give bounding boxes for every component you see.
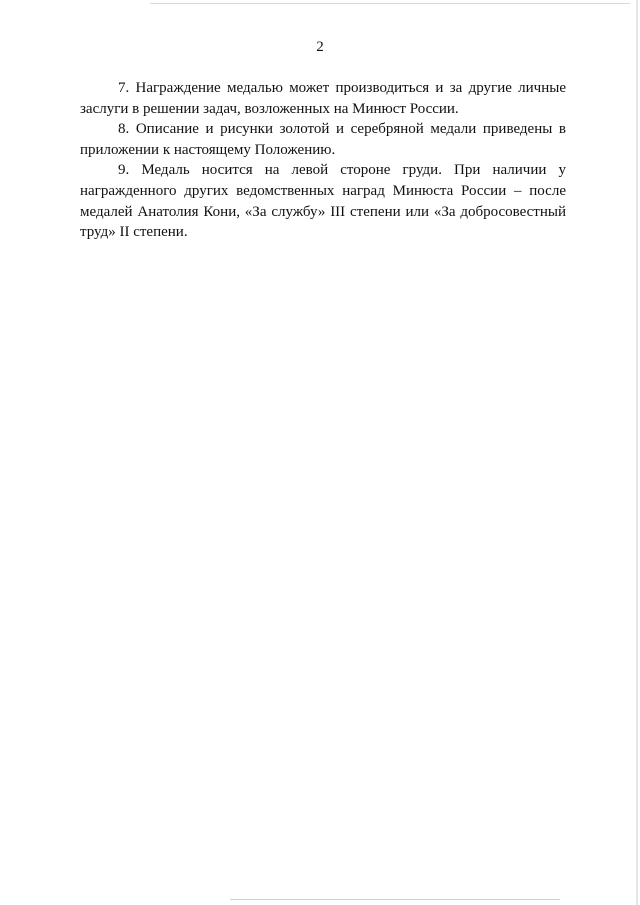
scan-edge-bottom xyxy=(230,899,560,900)
paragraph-8: 8. Описание и рисунки золотой и серебряной медали приведены в приложении к настоящему Положению. xyxy=(80,121,566,158)
scan-edge-right xyxy=(636,0,638,905)
document-body xyxy=(80,78,566,243)
page-number: 2 xyxy=(316,39,324,55)
paragraph-7: 7. Награждение медалью может производиться и за другие личные заслуги в решении задач, возложенных на Минюст России. xyxy=(80,80,566,117)
scan-edge-top xyxy=(150,3,630,4)
paragraph-9: 9. Медаль носится на левой стороне груди. При наличии у награжденного других ведомственных наград Минюста России – после медалей Анатолия Кони, «За службу» III степени или «За добросовестный труд» II степени. xyxy=(80,162,566,241)
